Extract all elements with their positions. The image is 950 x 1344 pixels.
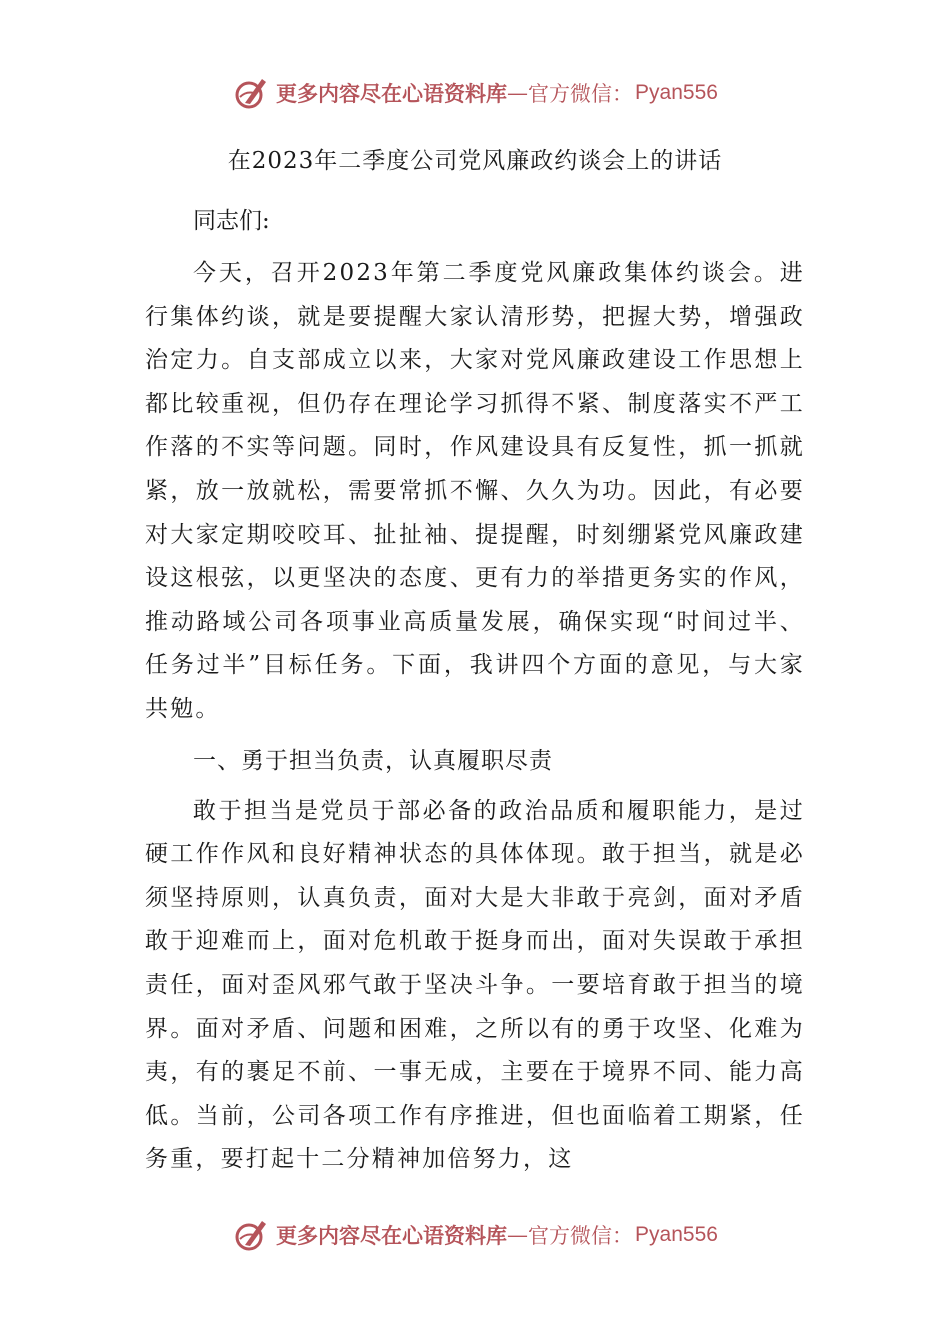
watermark-brand-text: 更多内容尽在心语资料库	[276, 1223, 508, 1248]
watermark-dash: —	[507, 1223, 529, 1247]
watermark-banner-top	[0, 71, 950, 115]
paragraph-intro: 今天，召开2023年第二季度党风廉政集体约谈会。进行集体约谈，就是要提醒大家认清形势，把握大势，增强政治定力。自支部成立以来，大家对党风廉政建设工作思想上都比较重视，但仍存在理论学习抓得不紧、制度落实不严工作落的不实等问题。同时，作风建设具有反复性，抓一抓就紧，放一放就松，需要常抓不懈、久久为功。因此，有必要对大家定期咬咬耳、扯扯袖、提提醒，时刻绷紧党风廉政建设这根弦，以更坚决的态度、更有力的举措更务实的作风，推动路域公司各项事业高质量发展，确保实现“时间过半、任务过半”目标任务。下面，我讲四个方面的意见，与大家共勉。	[145, 260, 805, 722]
watermark-wechat-label: 官方微信：	[528, 82, 634, 106]
paragraph-section-1: 敢于担当是党员于部必备的政治品质和履职能力，是过硬工作作风和良好精神状态的具体体现。敢于担当，就是必须坚持原则，认真负责，面对大是大非敢于亮剑，面对矛盾敢于迎难而上，面对危机敢于挺身而出，面对失误敢于承担责任，面对歪风邪气敢于坚决斗争。一要培育敢于担当的境界。面对矛盾、问题和困难，之所以有的勇于攻坚、化难为夷，有的裹足不前、一事无成，主要在于境界不同、能力高低。当前，公司各项工作有序推进，但也面临着工期紧，任务重，要打起十二分精神加倍努力，这	[145, 797, 805, 1173]
quill-logo-icon	[232, 1215, 272, 1255]
watermark-wechat-label: 官方微信：	[528, 1224, 634, 1248]
document-body	[145, 140, 805, 1190]
watermark-banner-bottom	[0, 1213, 950, 1257]
watermark-dash: —	[507, 81, 529, 105]
watermark-wechat-id: Pyan556	[635, 81, 718, 104]
watermark-brand-text: 更多内容尽在心语资料库	[276, 81, 508, 106]
salutation: 同志们:	[193, 208, 270, 234]
watermark-wechat-id: Pyan556	[635, 1223, 718, 1246]
quill-logo-icon	[232, 73, 272, 113]
section-heading-1: 一、勇于担当负责，认真履职尽责	[193, 747, 553, 774]
document-title: 在2023年二季度公司党风廉政约谈会上的讲话	[227, 148, 723, 174]
